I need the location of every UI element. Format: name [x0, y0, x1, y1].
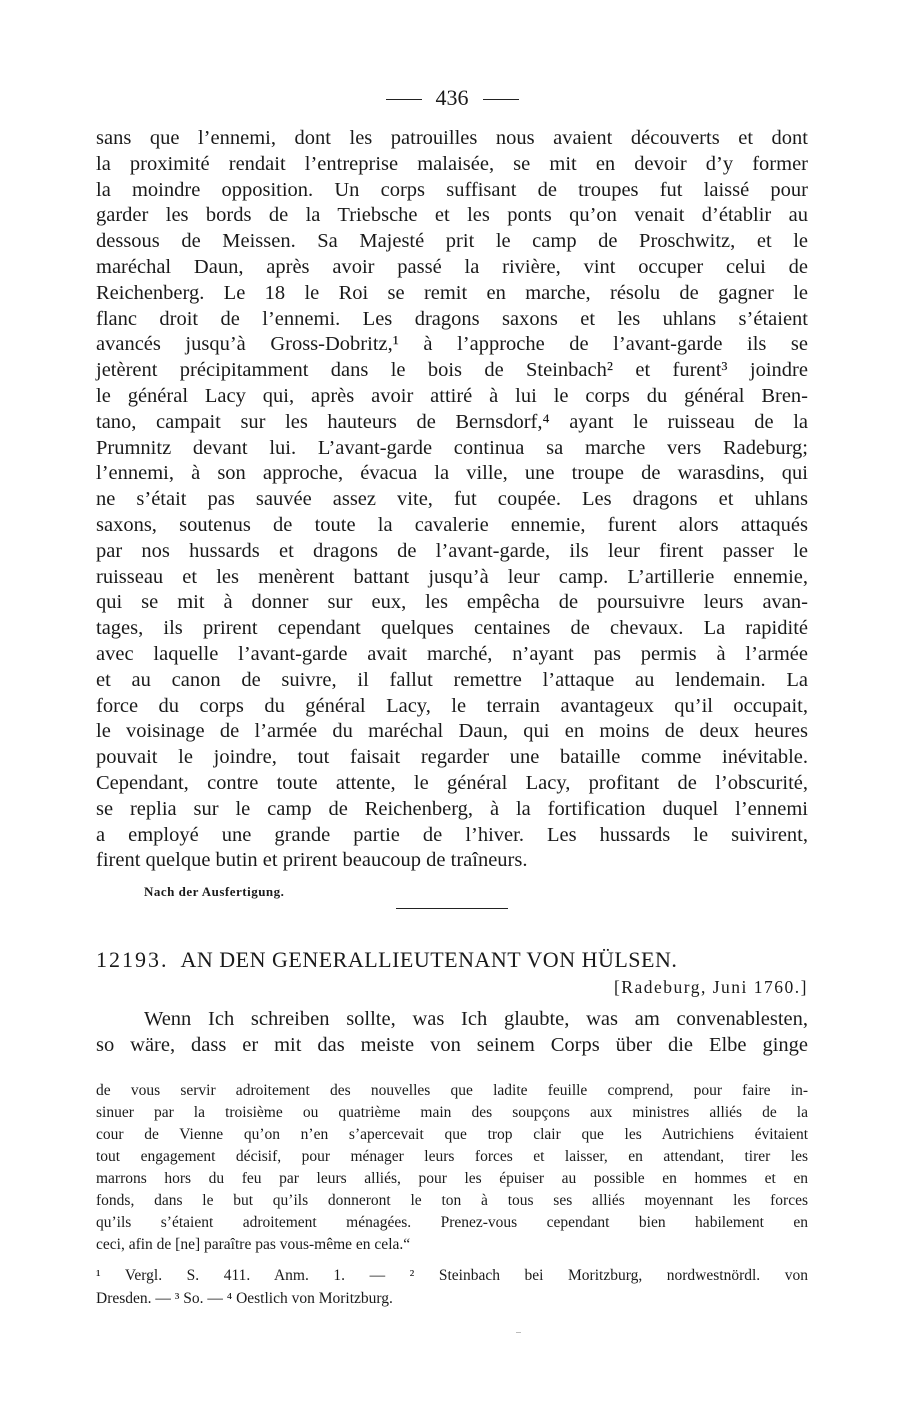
text-line: le voisinage de l’armée du maréchal Daun, qui en moins de deux heures [96, 720, 808, 743]
note-line: sinuer par la troisième ou quatrième main des soupçons aux ministres alliés de la [96, 1104, 808, 1122]
text-line: par nos hussards et dragons de l’avant-garde, ils leur firent passer le [96, 539, 808, 562]
text-line: saxons, soutenus de toute la cavalerie ennemie, furent alors attaqués [96, 513, 808, 536]
footnote-line: Dresden. — ³ So. — ⁴ Oestlich von Moritzburg. [96, 1290, 393, 1308]
note-line: cour de Vienne qu’on n’en s’apercevait que trop clair que les Autrichiens évitaient [96, 1126, 808, 1144]
text-line: so wäre, dass er mit das meiste von seinem Corps über die Elbe ginge [96, 1034, 808, 1057]
text-line: ruisseau et les menèrent battant jusqu’à leur camp. L’artillerie ennemie, [96, 565, 808, 588]
note-line: fonds, dans le but qu’ils donneront le ton à tous ses alliés moyennant les forces [96, 1192, 808, 1210]
continuation-note [96, 1080, 808, 1256]
footnotes [96, 1264, 808, 1310]
header-dash-left [386, 99, 422, 100]
note-line: ceci, afin de [ne] paraître pas vous-même en cela.“ [96, 1236, 411, 1254]
text-line: Cependant, contre toute attente, le général Lacy, profitant de l’obscurité, [96, 771, 808, 794]
text-line: pouvait le joindre, tout faisait regarder une bataille comme inévitable. [96, 746, 808, 769]
note-line: de vous servir adroitement des nouvelles que ladite feuille comprend, pour faire in- [96, 1082, 808, 1100]
text-line: la moindre opposition. Un corps suffisant de troupes fut laissé pour [96, 178, 808, 201]
text-line: Prumnitz devant lui. L’avant-garde continua sa marche vers Radeburg; [96, 436, 808, 459]
text-line: le général Lacy qui, après avoir attiré à lui le corps du général Bren- [96, 384, 808, 407]
letter-text [96, 1006, 808, 1058]
main-text [96, 126, 808, 874]
text-line: sans que l’ennemi, dont les patrouilles nous avaient découverts et dont [96, 127, 808, 149]
text-line: se replia sur le camp de Reichenberg, à la fortification duquel l’ennemi [96, 797, 808, 820]
section-divider [396, 908, 508, 909]
document-recipient: AN DEN GENERALLIEUTENANT VON HÜLSEN. [180, 947, 678, 973]
source-note: Nach der Ausfertigung. [144, 884, 285, 900]
text-line: Wenn Ich schreiben sollte, was Ich glaubte, was am convenablesten, [144, 1008, 808, 1031]
text-line: maréchal Daun, après avoir passé la rivière, vint occuper celui de [96, 255, 808, 278]
document-place-date: [Radeburg, Juni 1760.] [613, 977, 808, 998]
text-line: flanc droit de l’ennemi. Les dragons saxons et les uhlans s’étaient [96, 307, 808, 330]
text-line: la proximité rendait l’entreprise malaisée, se mit en devoir d’y former [96, 152, 808, 175]
header-dash-right [483, 99, 519, 100]
note-line: tout engagement décisif, pour ménager leurs forces et laisser, en attendant, tirer les [96, 1148, 808, 1166]
text-line: dessous de Meissen. Sa Majesté prit le camp de Proschwitz, et le [96, 230, 808, 253]
text-line: jetèrent précipitamment dans le bois de Steinbach² et furent³ joindre [96, 359, 808, 382]
text-line: firent quelque butin et prirent beaucoup de traîneurs. [96, 849, 528, 872]
note-line: qu’ils s’étaient adroitement ménagées. Prenez-vous cependant bien habilement en [96, 1214, 808, 1232]
text-line: tano, campait sur les hauteurs de Bernsdorf,⁴ ayant le ruisseau de la [96, 410, 808, 433]
page-header [96, 80, 808, 116]
text-line: force du corps du général Lacy, le terrain avantageux qu’il occupait, [96, 694, 808, 717]
page-number: 436 [435, 85, 469, 110]
note-line: marrons hors du feu par leurs alliés, pour les épuiser au possible en hommes et en [96, 1170, 808, 1188]
text-line: l’ennemi, à son approche, évacua la ville, une troupe de warasdins, qui [96, 462, 808, 485]
text-line: garder les bords de la Triebsche et les ponts qu’on venait d’établir au [96, 204, 808, 227]
text-line: et au canon de suivre, il fallut remettre l’attaque au lendemain. La [96, 668, 808, 691]
footnote-line: ¹ Vergl. S. 411. Anm. 1. — ² Steinbach bei Moritzburg, nordwestnördl. von [96, 1267, 808, 1285]
text-line: avec laquelle l’avant-garde avait marché, n’ayant pas permis à l’armée [96, 642, 808, 665]
text-line: Reichenberg. Le 18 le Roi se remit en marche, résolu de gagner le [96, 281, 808, 304]
paper-speck [516, 1332, 521, 1333]
document-heading [96, 947, 808, 973]
text-line: ne s’était pas sauvée assez vite, fut coupée. Les dragons et uhlans [96, 488, 808, 511]
text-line: qui se mit à donner sur eux, les empêcha de poursuivre leurs avan- [96, 591, 808, 614]
text-line: avancés jusqu’à Gross-Dobritz,¹ à l’approche de l’avant-garde ils se [96, 333, 808, 356]
text-line: tages, ils prirent cependant quelques centaines de chevaux. La rapidité [96, 617, 808, 640]
text-line: a employé une grande partie de l’hiver. Les hussards le suivirent, [96, 823, 808, 846]
document-number: 12193. [96, 947, 169, 973]
document-page [96, 80, 808, 1310]
